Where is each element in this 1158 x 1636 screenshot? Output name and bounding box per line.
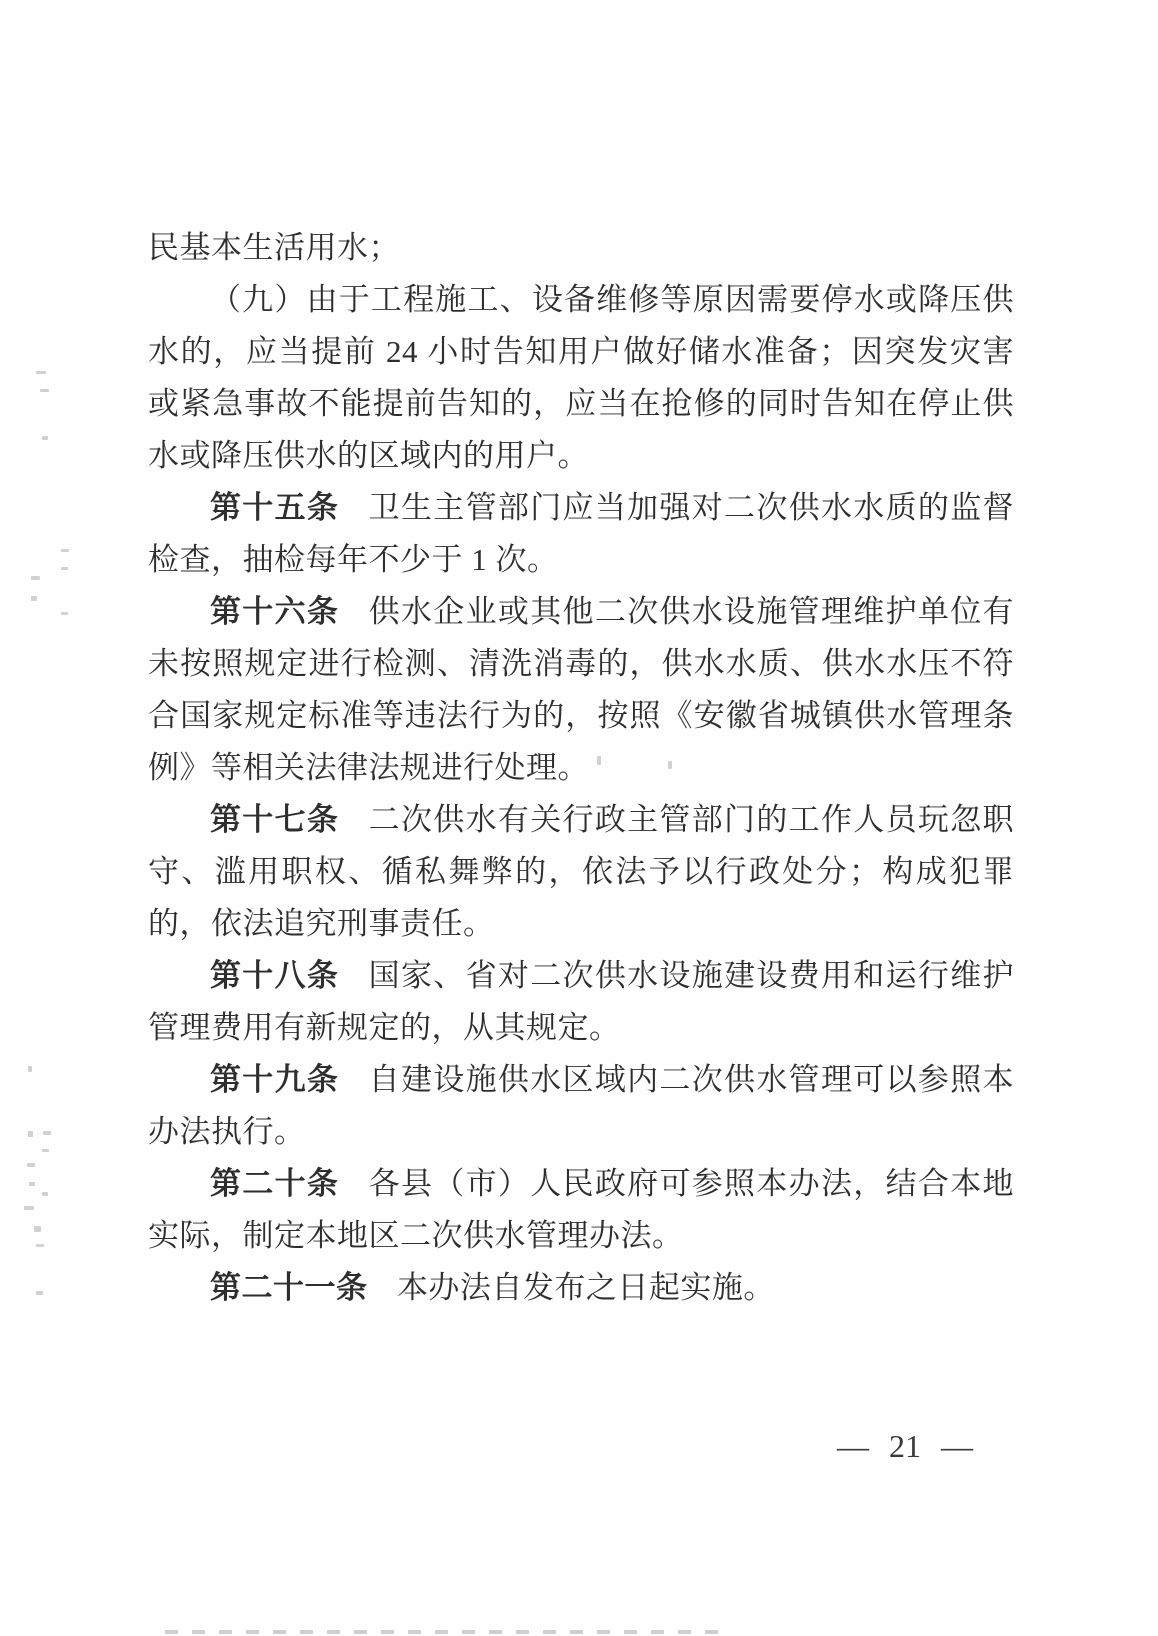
paragraph (148, 586, 1014, 794)
paragraph (148, 222, 1014, 274)
paragraph-text: 本办法自发布之日起实施。 (396, 1270, 775, 1305)
article-number: 第十七条 (210, 802, 340, 837)
scan-speck (29, 1182, 35, 1186)
scan-speck (61, 549, 69, 552)
paragraph-text: 民基本生活用水； (148, 230, 400, 265)
document-body (148, 222, 1014, 1314)
article-number: 第二十条 (210, 1166, 340, 1201)
paragraph (148, 1262, 1014, 1314)
paragraph (148, 1158, 1014, 1262)
scan-speck (43, 1131, 51, 1135)
paragraph (148, 794, 1014, 950)
cutoff-text-artifact (165, 1630, 725, 1634)
scan-speck (61, 612, 68, 615)
article-number: 第十八条 (210, 958, 340, 993)
paragraph (148, 274, 1014, 482)
scan-speck (31, 576, 40, 580)
paragraph (148, 950, 1014, 1054)
scan-speck (61, 567, 68, 570)
scan-speck (36, 1244, 44, 1247)
scan-speck (28, 1066, 32, 1072)
paragraph-text: 二次供水有关行政主管部门的工作人员玩忽职守、滥用职权、循私舞弊的，依法予以行政处分；构成犯罪的，依法追究刑事责任。 (148, 802, 1015, 941)
scan-speck (28, 1131, 33, 1137)
scan-speck (668, 761, 672, 769)
page-number-text: — 21 — (837, 1428, 973, 1464)
scan-speck (36, 371, 46, 374)
scan-speck (42, 436, 48, 440)
paragraph-text: 国家、省对二次供水设施建设费用和运行维护管理费用有新规定的，从其规定。 (148, 958, 1015, 1045)
scan-speck (36, 1291, 43, 1295)
paragraph-text: 卫生主管部门应当加强对二次供水水质的监督检查，抽检每年不少于 1 次。 (148, 490, 1015, 577)
article-number: 第二十一条 (210, 1270, 368, 1305)
article-number: 第十六条 (210, 594, 340, 629)
scan-speck (27, 1163, 35, 1167)
paragraph-text: 各县（市）人民政府可参照本办法，结合本地实际，制定本地区二次供水管理办法。 (148, 1166, 1015, 1253)
paragraph (148, 1054, 1014, 1158)
page-number (837, 1428, 973, 1465)
paragraph-text: （九）由于工程施工、设备维修等原因需要停水或降压供水的，应当提前 24 小时告知用户做好储水准备；因突发灾害或紧急事故不能提前告知的，应当在抢修的同时告知在停止供水或降压供水的区域内的用户。 (148, 282, 1014, 473)
scan-speck (42, 1192, 48, 1196)
paragraph-text: 自建设施供水区域内二次供水管理可以参照本办法执行。 (148, 1062, 1015, 1149)
scan-speck (31, 596, 37, 601)
scan-speck (597, 756, 601, 765)
scan-speck (42, 1149, 49, 1152)
scan-speck (34, 1226, 41, 1232)
paragraph-text: 供水企业或其他二次供水设施管理维护单位有未按照规定进行检测、清洗消毒的，供水水质、供水水压不符合国家规定标准等违法行为的，按照《安徽省城镇供水管理条例》等相关法律法规进行处理。 (148, 594, 1015, 785)
article-number: 第十五条 (210, 490, 340, 525)
paragraph (148, 482, 1014, 586)
scan-speck (40, 389, 49, 392)
article-number: 第十九条 (210, 1062, 340, 1097)
scan-speck (24, 1206, 34, 1210)
